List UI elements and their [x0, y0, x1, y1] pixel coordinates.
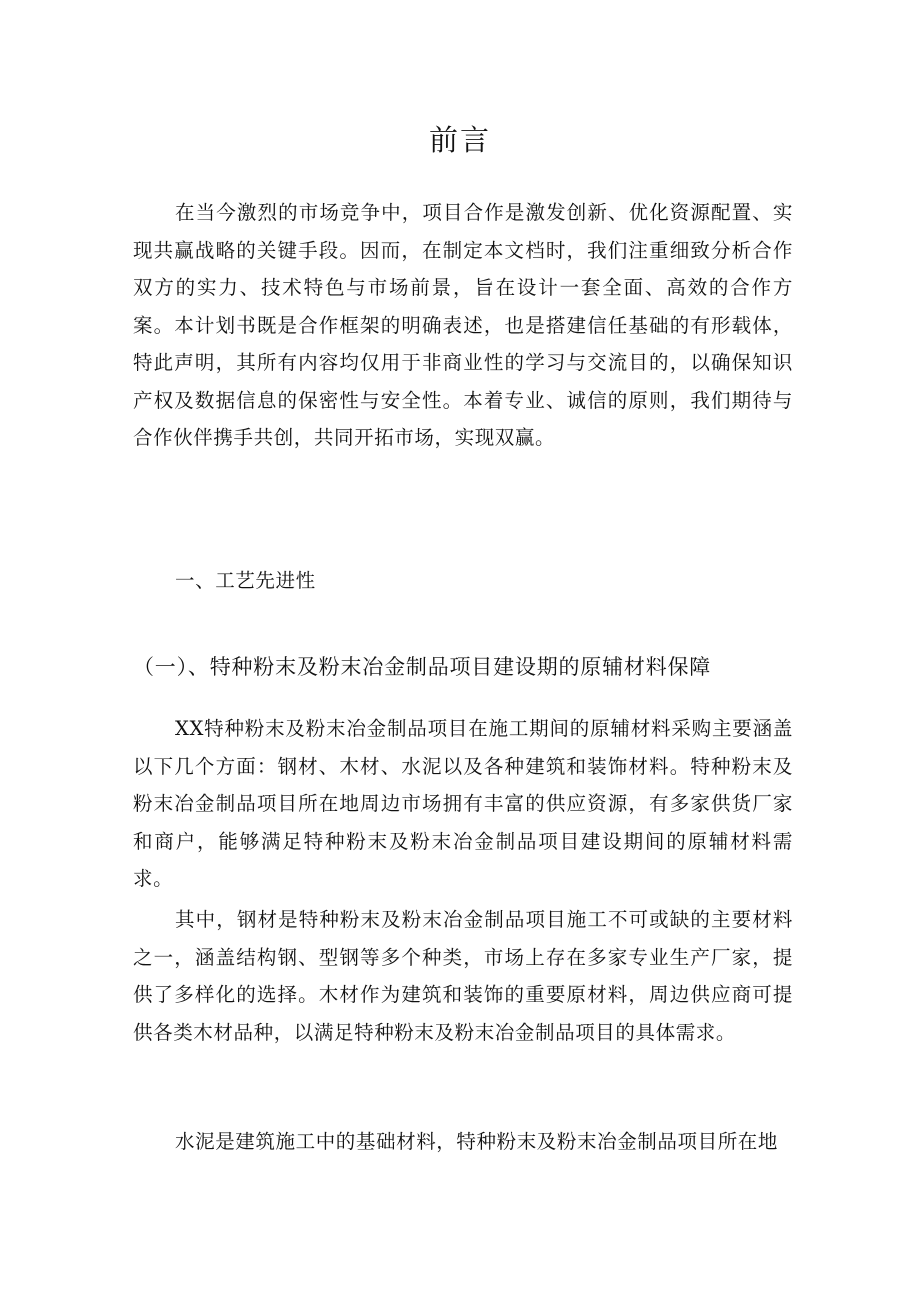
- subsection-heading: （一）、特种粉末及粉末冶金制品项目建设期的原辅材料保障: [133, 655, 712, 679]
- intro-paragraph: 在当今激烈的市场竞争中，项目合作是激发创新、优化资源配置、实现共赢战略的关键手段。因而，在制定本文档时，我们注重细致分析合作双方的实力、技术特色与市场前景，旨在设计一套全面、高效的合作方案。本计划书既是合作框架的明确表述，也是搭建信任基础的有形载体，特此声明，其所有内容均仅用于非商业性的学习与交流目的，以确保知识产权及数据信息的保密性与安全性。本着专业、诚信的原则，我们期待与合作伙伴携手共创，共同开拓市场，实现双赢。: [133, 201, 793, 449]
- body-paragraph-1: XX特种粉末及粉末冶金制品项目在施工期间的原辅材料采购主要涵盖以下几个方面：钢材、木材、水泥以及各种建筑和装饰材料。特种粉末及粉末冶金制品项目所在地周边市场拥有丰富的供应资源，有多家供货厂家和商户，能够满足特种粉末及粉末冶金制品项目建设期间的原辅材料需求。: [133, 717, 793, 890]
- page-title: 前言: [428, 123, 491, 157]
- body-paragraph-3: 水泥是建筑施工中的基础材料，特种粉末及粉末冶金制品项目所在地: [175, 1130, 779, 1153]
- section-heading: 一、工艺先进性: [175, 569, 316, 592]
- body-paragraph-2: 其中，钢材是特种粉末及粉末冶金制品项目施工不可或缺的主要材料之一，涵盖结构钢、型钢等多个种类，市场上存在多家专业生产厂家，提供了多样化的选择。木材作为建筑和装饰的重要原材料，周边供应商可提供各类木材品种，以满足特种粉末及粉末冶金制品项目的具体需求。: [133, 908, 793, 1044]
